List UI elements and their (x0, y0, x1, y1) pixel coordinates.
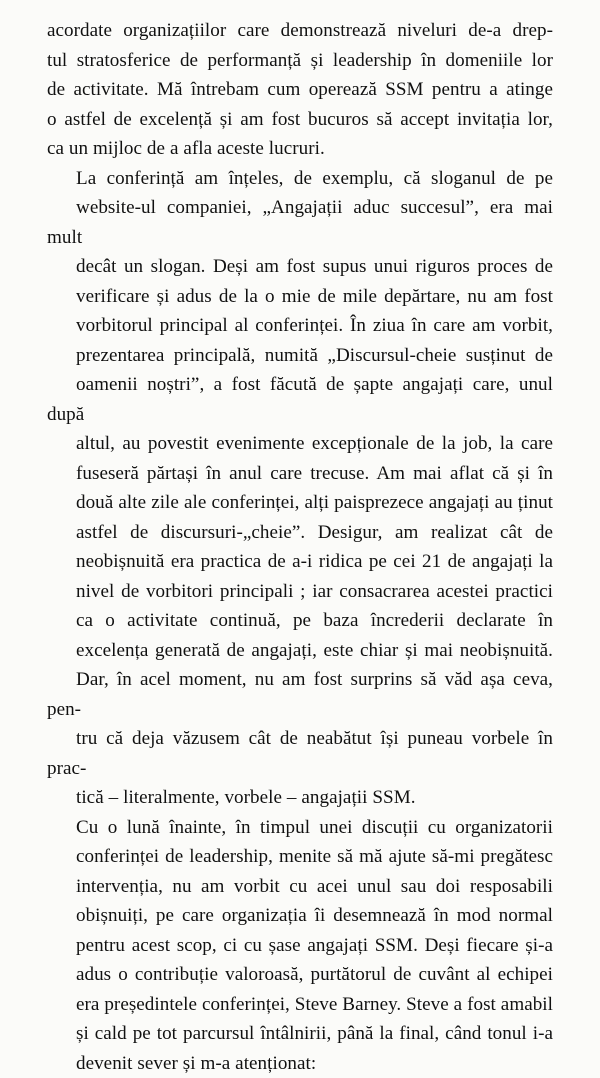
body-line: vorbitorul principal al conferinței. În ziua în care am vorbit, (47, 311, 553, 341)
body-line: nivel de vorbitori principali ; iar consacrarea acestei practici (47, 577, 553, 607)
body-line: Dar, în acel moment, nu am fost surprins să văd așa ceva, pen- (47, 665, 553, 724)
body-line: devenit sever și m-a atenționat: (47, 1049, 553, 1078)
body-line: prezentarea principală, numită „Discursul-cheie susținut de (47, 341, 553, 371)
body-line: pentru acest scop, ci cu șase angajați SSM. Deși fiecare și-a (47, 931, 553, 961)
body-line: website-ul companiei, „Angajații aduc succesul”, era mai mult (47, 193, 553, 252)
body-line: decât un slogan. Deși am fost supus unui riguros proces de (47, 252, 553, 282)
body-line: obișnuiți, pe care organizația îi desemnează în mod normal (47, 901, 553, 931)
body-line: ca o activitate continuă, pe baza încrederii declarate în (47, 606, 553, 636)
body-line: de activitate. Mă întrebam cum operează SSM pentru a atinge (47, 75, 553, 105)
body-line: și cald pe tot parcursul întâlnirii, până la final, când tonul i-a (47, 1019, 553, 1049)
body-line: La conferință am înțeles, de exemplu, că sloganul de pe (47, 164, 553, 194)
body-line: conferinței de leadership, menite să mă ajute să-mi pregătesc (47, 842, 553, 872)
body-line: adus o contribuție valoroasă, purtătorul de cuvânt al echipei (47, 960, 553, 990)
body-line: neobișnuită era practica de a-i ridica pe cei 21 de angajați la (47, 547, 553, 577)
body-text-column (47, 16, 553, 1078)
body-line: două alte zile ale conferinței, alți paisprezece angajați au ținut (47, 488, 553, 518)
body-line: o astfel de excelență și am fost bucuros să accept invitația lor, (47, 105, 553, 135)
body-line: tică – literalmente, vorbele – angajații SSM. (47, 783, 553, 813)
body-paragraph (47, 813, 553, 1078)
body-paragraph (47, 164, 553, 813)
body-line: tul stratosferice de performanță și leadership în domeniile lor (47, 46, 553, 76)
body-line: acordate organizațiilor care demonstrează niveluri de-a drep- (47, 16, 553, 46)
body-line: Cu o lună înainte, în timpul unei discuții cu organizatorii (47, 813, 553, 843)
body-line: altul, au povestit evenimente excepționale de la job, la care (47, 429, 553, 459)
body-line: verificare și adus de la o mie de mile depărtare, nu am fost (47, 282, 553, 312)
body-line: era președintele conferinței, Steve Barney. Steve a fost amabil (47, 990, 553, 1020)
body-paragraph (47, 16, 553, 164)
body-line: tru că deja văzusem cât de neabătut își puneau vorbele în prac- (47, 724, 553, 783)
body-line: excelența generată de angajați, este chiar și mai neobișnuită. (47, 636, 553, 666)
body-line: fuseseră părtași în anul care trecuse. Am mai aflat că și în (47, 459, 553, 489)
body-line: ca un mijloc de a afla aceste lucruri. (47, 134, 553, 164)
body-line: intervenția, nu am vorbit cu acei unul sau doi resposabili (47, 872, 553, 902)
body-line: astfel de discursuri-„cheie”. Desigur, am realizat cât de (47, 518, 553, 548)
body-line: oamenii noștri”, a fost făcută de șapte angajați care, unul după (47, 370, 553, 429)
